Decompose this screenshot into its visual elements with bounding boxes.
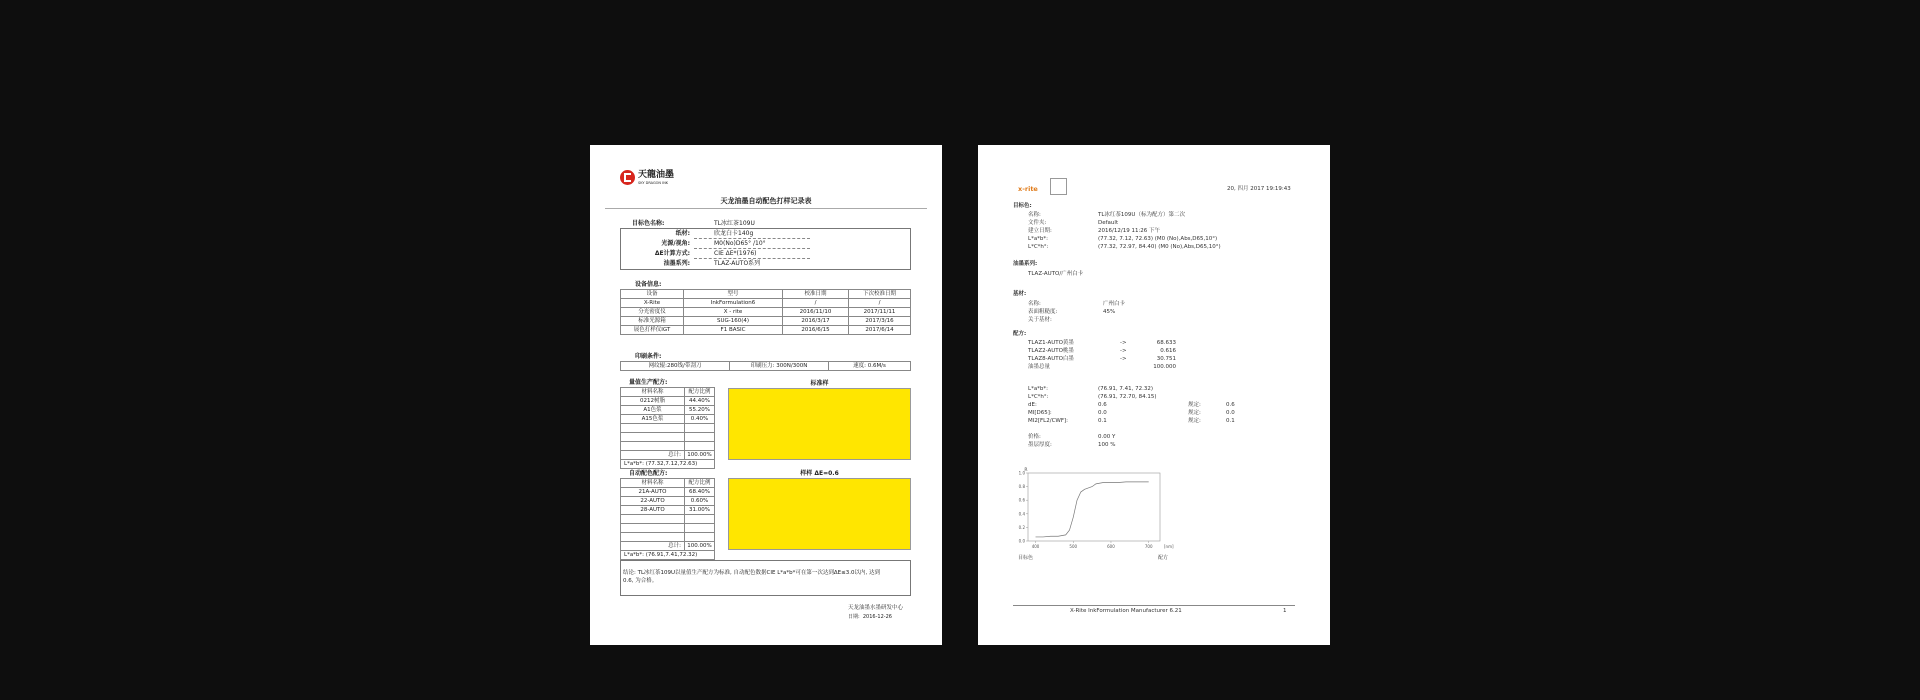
result-label: dE:	[1028, 402, 1037, 408]
total-value: 100.00%	[685, 542, 715, 551]
y-tick-label: 1.0	[1018, 470, 1025, 476]
table-lab-row	[621, 460, 715, 469]
y-tick-label: 0.0	[1018, 538, 1025, 544]
table-row	[621, 424, 715, 433]
ink-series-heading: 油墨系列:	[1013, 261, 1038, 267]
table-row	[621, 515, 715, 524]
equipment-heading: 设备信息:	[635, 281, 662, 288]
table-cell	[685, 524, 715, 533]
print-conditions-table	[620, 361, 911, 371]
formula-heading: 配方:	[1013, 331, 1027, 337]
title-divider	[605, 208, 927, 209]
target-row-label: ΔE计算方式:	[654, 250, 690, 257]
table-header-row	[621, 290, 911, 299]
target-row-label: L*C*h°:	[1028, 244, 1049, 250]
auto-formula-table	[620, 478, 715, 560]
table-row	[621, 524, 715, 533]
result-label: MI[D65]:	[1028, 410, 1052, 416]
substrate-row-label: 名称:	[1028, 301, 1041, 307]
print-conditions-heading: 印刷条件:	[635, 353, 662, 360]
substrate-row-label: 表面粗糙度:	[1028, 309, 1058, 315]
result-label: L*C*h°:	[1028, 394, 1049, 400]
table-cell: 2016/6/15	[783, 326, 849, 335]
result-value: (76.91, 72.70, 84.15)	[1098, 394, 1157, 400]
table-header: 下次校准日期	[849, 290, 911, 299]
result-value: (76.91, 7.41, 72.32)	[1098, 386, 1154, 392]
target-row-value: M0(No)D65° /10°	[714, 240, 766, 247]
target-row-value: Default	[1098, 220, 1119, 226]
result-value: 0.6	[1098, 402, 1107, 408]
table-cell	[685, 424, 715, 433]
formula-arrow: ->	[1120, 340, 1127, 346]
production-formula-table	[620, 387, 715, 469]
table-cell: 31.00%	[685, 506, 715, 515]
table-row	[621, 497, 715, 506]
table-total-row	[621, 542, 715, 551]
lab-value: (77.32,7.12,72.63)	[645, 461, 698, 467]
result-ref-label: 规定:	[1188, 410, 1201, 416]
production-formula-heading: 量值生产配方:	[629, 379, 668, 386]
table-cell: A1色浆	[621, 406, 685, 415]
substrate-row-label: 关于基材:	[1028, 317, 1052, 323]
target-row-value: 欣龙白卡140g	[714, 230, 754, 237]
x-tick-label: 400	[1031, 544, 1040, 549]
table-cell: 2017/11/11	[849, 308, 911, 317]
target-name-label: 目标色名称:	[632, 220, 665, 227]
table-cell: 28-AUTO	[621, 506, 685, 515]
sample-color-swatch	[728, 478, 911, 550]
table-cell: 44.40%	[685, 397, 715, 406]
target-row-label: 光源/视角:	[661, 240, 690, 247]
table-cell: 速度: 0.6M/s	[829, 362, 911, 371]
standard-color-swatch	[728, 388, 911, 460]
table-row	[621, 433, 715, 442]
total-value: 100.00%	[685, 451, 715, 460]
target-row-value: (77.32, 7.12, 72.63) (M0 (No),Abs,D65,10°)	[1098, 236, 1218, 242]
table-cell: 0212树脂	[621, 397, 685, 406]
chart-frame	[1028, 473, 1160, 541]
table-cell: /	[783, 299, 849, 308]
logo-subtitle: SKY DRAGON INK	[638, 181, 669, 185]
cost-label: 价格:	[1028, 434, 1041, 440]
table-cell	[621, 442, 685, 451]
result-ref-value: 0.0	[1226, 410, 1235, 416]
table-header: 配方比例	[685, 479, 715, 488]
field-underline	[694, 248, 810, 249]
formula-ink-name: 油墨总量	[1028, 364, 1051, 370]
result-ref-value: 0.1	[1226, 418, 1235, 424]
y-tick-label: 0.8	[1018, 484, 1025, 490]
table-cell: 分光密度仪	[621, 308, 684, 317]
formula-amount: 68.633	[1156, 340, 1176, 346]
lab-value: (76.91,7.41,72.32)	[645, 552, 698, 558]
table-cell	[685, 442, 715, 451]
total-label: 总计:	[621, 451, 685, 460]
table-cell: X-Rite	[621, 299, 684, 308]
table-cell: 68.40%	[685, 488, 715, 497]
formula-ink-name: TLAZ2-AUTO桃墨	[1028, 348, 1074, 354]
thumbnail-icon	[1050, 178, 1067, 195]
y-axis-label: R	[1024, 468, 1028, 473]
table-header: 配方比例	[685, 388, 715, 397]
x-axis-unit: [nm]	[1164, 544, 1174, 549]
table-cell	[621, 533, 685, 542]
table-cell	[621, 515, 685, 524]
table-cell: /	[849, 299, 911, 308]
record-sheet-page	[590, 145, 942, 645]
table-cell: 0.60%	[685, 497, 715, 506]
y-tick-label: 0.6	[1018, 497, 1025, 503]
table-cell: 21A-AUTO	[621, 488, 685, 497]
field-underline	[694, 258, 810, 259]
formula-ink-name: TLAZ8-AUTO白墨	[1028, 356, 1074, 362]
y-tick-label: 0.4	[1018, 511, 1025, 517]
total-label: 总计:	[621, 542, 685, 551]
target-heading: 目标色:	[1013, 203, 1032, 209]
table-row	[621, 442, 715, 451]
formula-amount: 100.000	[1153, 364, 1176, 370]
formula-arrow: ->	[1120, 348, 1127, 354]
ink-series-value: TLAZ-AUTO/广州白卡	[1028, 271, 1084, 277]
table-cell: 0.40%	[685, 415, 715, 424]
target-row-value: TL冰红茶109U（标为配方）第二次	[1098, 212, 1185, 218]
table-cell	[685, 433, 715, 442]
table-cell	[685, 533, 715, 542]
equipment-table	[620, 289, 911, 335]
table-cell	[685, 515, 715, 524]
standard-swatch-label: 标准样	[810, 380, 829, 387]
y-tick-label: 0.2	[1018, 524, 1025, 530]
table-header: 设备	[621, 290, 684, 299]
formula-amount: 30.751	[1156, 356, 1176, 362]
tianlong-logo-icon	[620, 170, 635, 185]
signature: 天龙油墨水墨研发中心	[848, 605, 904, 611]
table-row	[621, 397, 715, 406]
x-tick-label: 500	[1069, 544, 1078, 549]
date-label: 日期:	[848, 614, 860, 620]
table-cell: 2017/6/14	[849, 326, 911, 335]
table-cell: 印刷压力: 300N/300N	[730, 362, 829, 371]
xrite-logo: x-rite	[1018, 185, 1038, 193]
page-number: 1	[1283, 608, 1287, 614]
cost-value: 0.00 Y	[1098, 434, 1116, 440]
footer-text: X-Rite InkFormulation Manufacturer 6.21	[1070, 608, 1182, 614]
table-cell	[621, 433, 685, 442]
table-row	[621, 317, 911, 326]
table-cell: X - rite	[684, 308, 783, 317]
lab-label: L*a*b*:	[624, 461, 645, 467]
target-row-value: CIE ΔE*(1976)	[714, 250, 757, 257]
logo-name: 天龍油墨	[638, 170, 675, 180]
target-row-value: (77.32, 72.97, 84.40) (M0 (No),Abs,D65,10°)	[1098, 244, 1221, 250]
target-row-value: 2016/12/19 11:26 下午	[1098, 228, 1161, 234]
x-tick-label: 600	[1107, 544, 1115, 549]
field-underline	[694, 238, 810, 239]
substrate-row-value: 45%	[1103, 309, 1116, 315]
target-row-value: TLAZ-AUTO系列	[714, 260, 761, 267]
conclusion-box	[620, 560, 911, 596]
target-row-label: 油墨系列:	[663, 260, 690, 267]
thickness-value: 100 %	[1098, 442, 1116, 448]
table-row	[621, 326, 911, 335]
target-name-value: TL冰红茶109U	[714, 220, 755, 227]
table-header: 材料名称	[621, 388, 685, 397]
lab-label: L*a*b*:	[624, 552, 645, 558]
formula-ink-name: TLAZ1-AUTO黄墨	[1028, 340, 1074, 346]
conclusion-text: 结论: TL冰红茶109U以量值生产配方为标准, 自动配色数据CIE L*a*b*可在第一次达到ΔE≤3.0以内, 达到	[623, 570, 880, 576]
table-header-row	[621, 479, 715, 488]
table-row	[621, 299, 911, 308]
formula-arrow: ->	[1120, 356, 1127, 362]
date-value: 2016-12-26	[862, 614, 892, 620]
result-value: 0.1	[1098, 418, 1107, 424]
reflectance-chart	[1008, 465, 1178, 560]
xrite-report-page	[978, 145, 1330, 645]
table-cell: InkFormulation6	[684, 299, 783, 308]
table-cell: A15色浆	[621, 415, 685, 424]
table-row	[621, 488, 715, 497]
table-row	[621, 362, 911, 371]
target-row-label: 纸材:	[675, 230, 690, 237]
result-ref-label: 规定:	[1188, 418, 1201, 424]
table-cell	[621, 524, 685, 533]
conclusion-text: 0.6, 为合格。	[623, 578, 658, 584]
table-row	[621, 406, 715, 415]
auto-formula-heading: 自动配色配方:	[629, 470, 668, 477]
result-label: L*a*b*:	[1028, 386, 1049, 392]
table-row	[621, 308, 911, 317]
report-datetime: 20, 四月 2017 19:19:43	[1227, 186, 1291, 192]
legend-formula: 配方	[1158, 555, 1169, 561]
table-cell: SUG-160(4)	[684, 317, 783, 326]
target-row-label: L*a*b*:	[1028, 236, 1049, 242]
result-ref-value: 0.6	[1226, 402, 1235, 408]
table-lab-row	[621, 551, 715, 560]
result-value: 0.0	[1098, 410, 1107, 416]
table-cell: 2017/3/16	[849, 317, 911, 326]
target-row-label: 文件夹:	[1028, 220, 1047, 226]
table-cell: 55.20%	[685, 406, 715, 415]
table-cell: F1 BASIC	[684, 326, 783, 335]
substrate-row-value: 广州白卡	[1103, 301, 1126, 307]
formula-amount: 0.616	[1160, 348, 1176, 354]
table-row	[621, 415, 715, 424]
table-header: 材料名称	[621, 479, 685, 488]
table-total-row	[621, 451, 715, 460]
footer-divider	[1013, 605, 1295, 606]
table-cell: 2016/11/10	[783, 308, 849, 317]
sample-swatch-label: 样样 ΔE=0.6	[800, 470, 839, 477]
table-cell: 2016/3/17	[783, 317, 849, 326]
target-row-label: 建立日期:	[1028, 228, 1052, 234]
thickness-label: 墨层厚度:	[1028, 442, 1052, 448]
x-tick-label: 700	[1144, 544, 1153, 549]
table-cell	[621, 424, 685, 433]
table-header: 校准日期	[783, 290, 849, 299]
result-label: MI2[FL2/CWF]:	[1028, 418, 1069, 424]
table-cell: 网纹辊:280线/带刮刀	[621, 362, 730, 371]
sheet-title: 天龙油墨自动配色打样记录表	[720, 197, 812, 205]
reflectance-curve	[1036, 482, 1149, 537]
table-row	[621, 533, 715, 542]
legend-target: 目标色	[1018, 555, 1034, 561]
table-cell: 标准光源箱	[621, 317, 684, 326]
table-cell: 22-AUTO	[621, 497, 685, 506]
table-cell: 展色打样仪IGT	[621, 326, 684, 335]
table-header-row	[621, 388, 715, 397]
substrate-heading: 基材:	[1013, 291, 1027, 297]
target-row-label: 名称:	[1028, 212, 1041, 218]
table-row	[621, 506, 715, 515]
table-header: 型号	[684, 290, 783, 299]
result-ref-label: 规定:	[1188, 402, 1201, 408]
